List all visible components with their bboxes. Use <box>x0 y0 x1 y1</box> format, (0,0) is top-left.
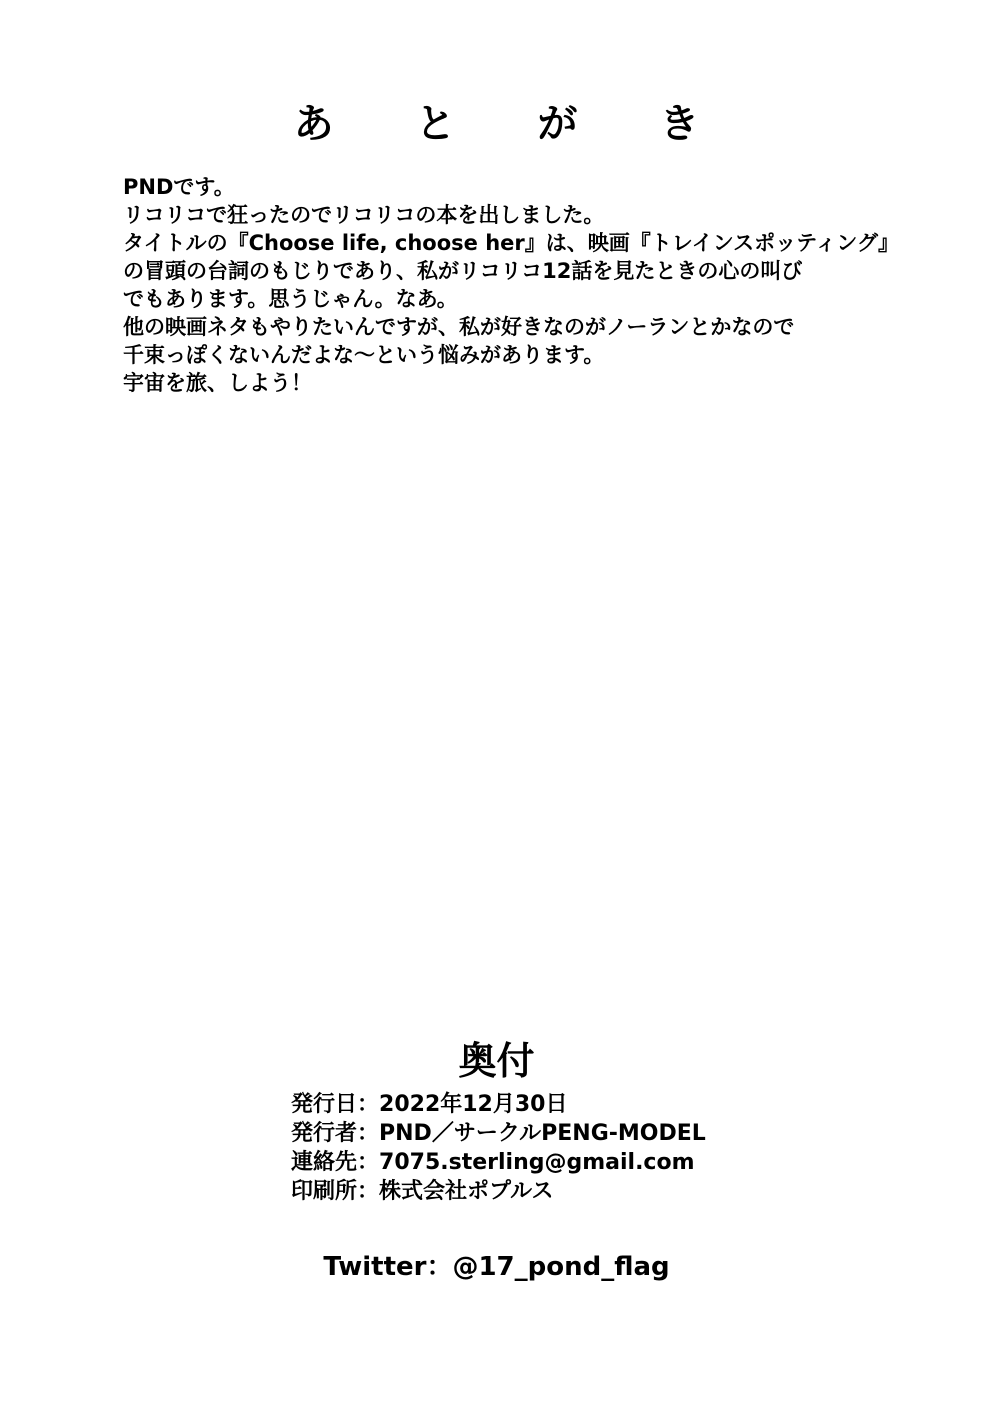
afterword-line: でもあります。思うじゃん。なあ。 <box>123 287 458 311</box>
colophon-row-publisher <box>291 1119 706 1148</box>
afterword-line: タイトルの『Choose life, choose her』は、映画『トレインスポッティング』 <box>123 231 899 255</box>
colophon-label: 印刷所： <box>291 1179 380 1204</box>
colophon-value: 7075.sterling@gmail.com <box>379 1150 695 1175</box>
afterword-body <box>123 173 923 397</box>
colophon-title: 奥付 <box>458 1039 535 1083</box>
afterword-line: 他の映画ネタもやりたいんですが、私が好きなのがノーランとかなので <box>123 315 795 339</box>
colophon-label: 発行者： <box>291 1121 380 1146</box>
colophon-list <box>291 1090 706 1206</box>
colophon-label: 発行日： <box>291 1092 380 1117</box>
afterword-title: あ と が き <box>293 101 734 147</box>
colophon-row-publish-date <box>291 1090 706 1119</box>
afterword-line: リコリコで狂ったのでリコリコの本を出しました。 <box>123 203 605 227</box>
colophon-value: 2022年12月30日 <box>379 1092 568 1117</box>
afterword-line: の冒頭の台詞のもじりであり、私がリコリコ12話を見たときの心の叫び <box>123 259 803 283</box>
colophon-label: 連絡先： <box>291 1150 380 1175</box>
colophon-row-contact <box>291 1148 706 1177</box>
afterword-line: 宇宙を旅、しよう！ <box>123 371 312 395</box>
twitter-line <box>0 1249 993 1285</box>
twitter-handle: @17_pond_flag <box>452 1252 670 1282</box>
colophon-row-printer <box>291 1177 706 1206</box>
colophon-value: 株式会社ポプルス <box>379 1179 554 1204</box>
afterword-line: PNDです。 <box>123 175 235 199</box>
twitter-label: Twitter： <box>323 1252 453 1282</box>
afterword-line: 千束っぽくないんだよな～という悩みがあります。 <box>123 343 605 367</box>
colophon-value: PND／サークルPENG-MODEL <box>379 1121 706 1146</box>
